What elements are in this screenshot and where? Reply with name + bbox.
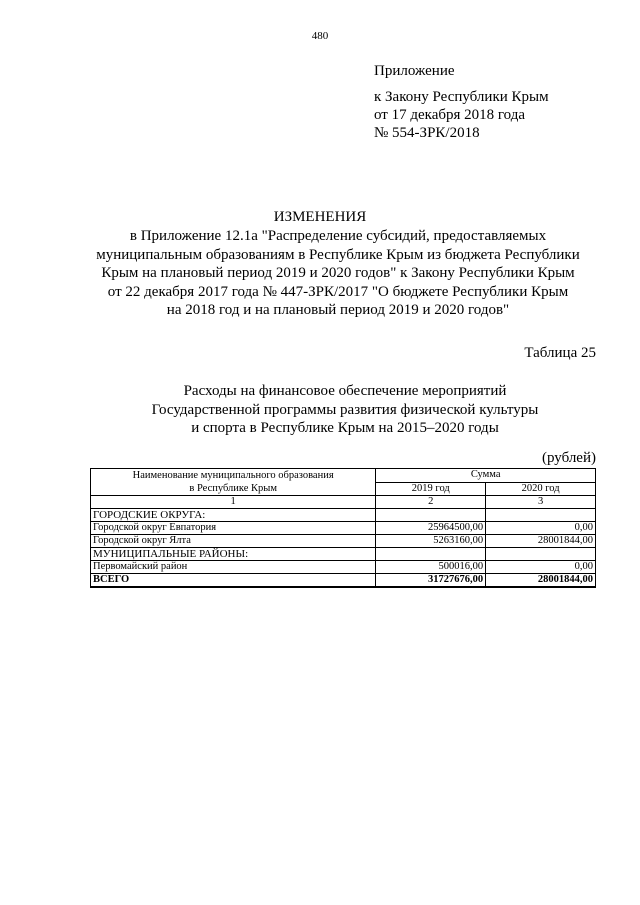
header-2019-cell: 2019 год bbox=[376, 482, 486, 496]
table-number: Таблица 25 bbox=[524, 345, 596, 361]
row-2019-cell bbox=[376, 548, 486, 561]
appendix-title: Приложение bbox=[374, 63, 455, 79]
appendix-block bbox=[374, 62, 549, 142]
page-number: 480 bbox=[311, 30, 329, 42]
row-name-cell: МУНИЦИПАЛЬНЫЕ РАЙОНЫ: bbox=[91, 548, 376, 561]
changes-line: на 2018 год и на плановый период 2019 и 2020 годов" bbox=[166, 302, 510, 318]
changes-line: Крым на плановый период 2019 и 2020 годов" к Закону Республики Крым bbox=[101, 265, 575, 281]
units-label: (рублей) bbox=[541, 450, 596, 466]
total-2019-cell: 31727676,00 bbox=[376, 574, 486, 588]
row-2020-cell bbox=[486, 509, 596, 522]
row-name-cell: Первомайский район bbox=[91, 561, 376, 574]
changes-title: ИЗМЕНЕНИЯ bbox=[273, 209, 367, 225]
header-2020-cell: 2020 год bbox=[486, 482, 596, 496]
changes-description bbox=[78, 227, 598, 320]
header-sum-cell: Сумма bbox=[376, 469, 596, 483]
appendix-number-line: № 554-ЗРК/2018 bbox=[374, 125, 480, 141]
column-number-cell: 3 bbox=[486, 496, 596, 509]
row-name-cell: Городской округ Евпатория bbox=[91, 522, 376, 535]
table-row bbox=[91, 535, 596, 548]
total-name-cell: ВСЕГО bbox=[91, 574, 376, 588]
table-title-line: Расходы на финансовое обеспечение мероприятий bbox=[183, 383, 507, 399]
row-2019-cell: 5263160,00 bbox=[376, 535, 486, 548]
changes-line: муниципальным образованиям в Республике Крым из бюджета Республики bbox=[96, 246, 580, 263]
row-2019-cell: 25964500,00 bbox=[376, 522, 486, 535]
column-number-cell: 2 bbox=[376, 496, 486, 509]
header-name-line: в Республике Крым bbox=[189, 483, 277, 494]
row-2020-cell bbox=[486, 548, 596, 561]
changes-line: в Приложение 12.1а "Распределение субсидий, предоставляемых bbox=[129, 228, 547, 244]
budget-table bbox=[90, 468, 596, 588]
row-2020-cell: 0,00 bbox=[486, 522, 596, 535]
table-header-row bbox=[91, 469, 596, 483]
changes-line: от 22 декабря 2017 года № 447-ЗРК/2017 "О бюджете Республики Крым bbox=[107, 283, 569, 300]
appendix-date-line: от 17 декабря 2018 года bbox=[374, 107, 526, 123]
row-2020-cell: 28001844,00 bbox=[486, 535, 596, 548]
header-name-line: Наименование муниципального образования bbox=[132, 470, 334, 481]
row-2019-cell bbox=[376, 509, 486, 522]
table-title-line: Государственной программы развития физической культуры bbox=[151, 401, 539, 418]
row-2019-cell: 500016,00 bbox=[376, 561, 486, 574]
table-row bbox=[91, 522, 596, 535]
table-row bbox=[91, 509, 596, 522]
header-name-cell bbox=[91, 469, 376, 496]
total-row bbox=[91, 574, 596, 588]
row-name-cell: Городской округ Ялта bbox=[91, 535, 376, 548]
column-number-cell: 1 bbox=[91, 496, 376, 509]
appendix-law-line: к Закону Республики Крым bbox=[374, 89, 549, 105]
row-name-cell: ГОРОДСКИЕ ОКРУГА: bbox=[91, 509, 376, 522]
column-number-row bbox=[91, 496, 596, 509]
table-title-line: и спорта в Республике Крым на 2015–2020 годы bbox=[191, 420, 499, 436]
table-title bbox=[110, 382, 580, 438]
table-row bbox=[91, 561, 596, 574]
table-row bbox=[91, 548, 596, 561]
row-2020-cell: 0,00 bbox=[486, 561, 596, 574]
total-2020-cell: 28001844,00 bbox=[486, 574, 596, 588]
